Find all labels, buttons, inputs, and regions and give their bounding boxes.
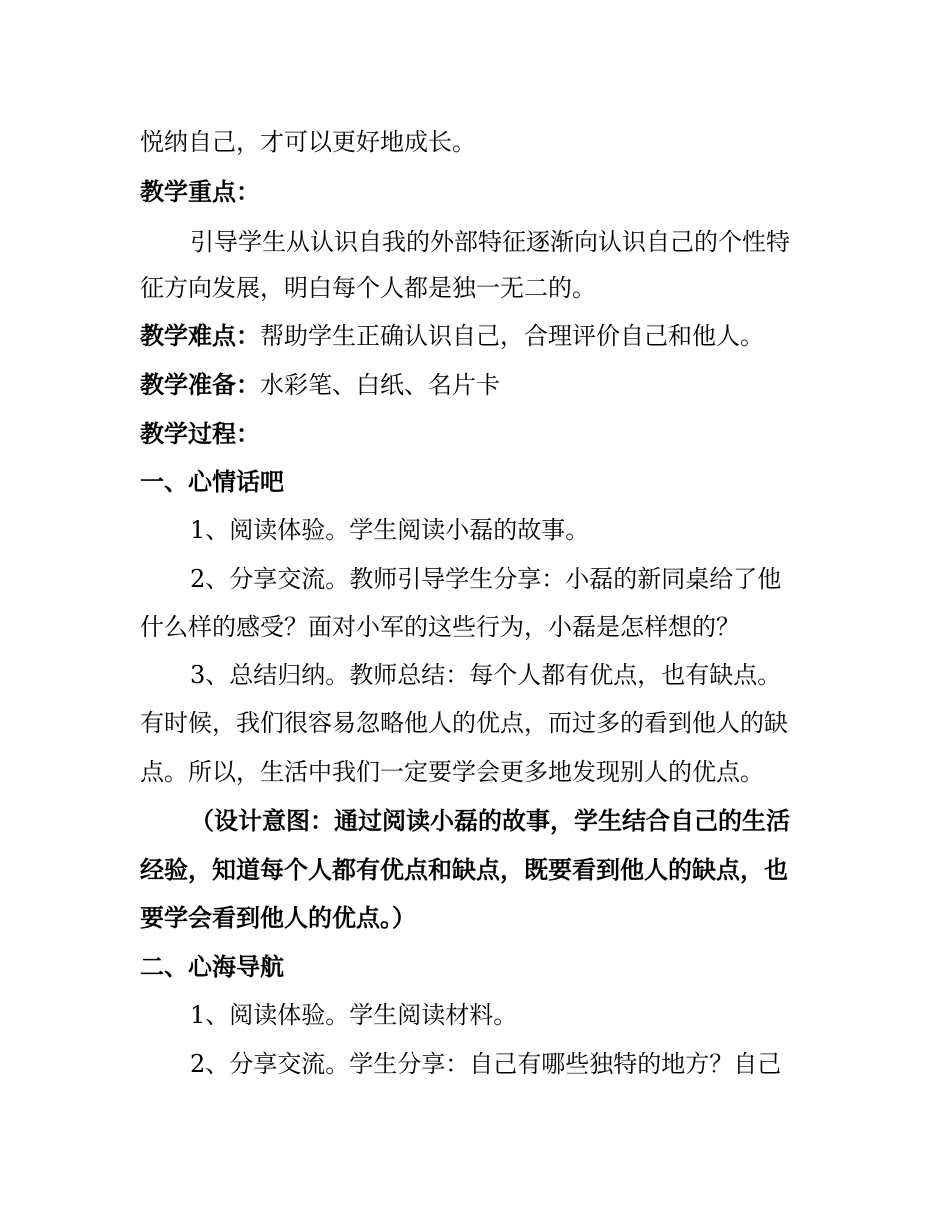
design-intent-line: （设计意图：通过阅读小磊的故事，学生结合自己的生活 (190, 807, 790, 835)
teaching-prep-line (140, 370, 820, 400)
paragraph-line: 悦纳自己，才可以更好地成长。 (140, 128, 476, 156)
teaching-prep-text: 水彩笔、白纸、名片卡 (260, 371, 500, 399)
paragraph-line: 什么样的感受？面对小军的这些行为，小磊是怎样想的？ (140, 613, 740, 641)
design-intent-line: 要学会看到他人的优点。） (140, 904, 416, 932)
paragraph-line: 1、阅读体验。学生阅读小磊的故事。 (190, 516, 590, 544)
paragraph-line: 有时候，我们很容易忽略他人的优点，而过多的看到他人的缺 (140, 709, 788, 737)
paragraph-line: 3、总结归纳。教师总结：每个人都有优点，也有缺点。 (190, 661, 782, 689)
section-heading-1: 一、心情话吧 (140, 468, 284, 496)
section-heading-2: 二、心海导航 (140, 953, 284, 981)
design-intent-line: 经验，知道每个人都有优点和缺点，既要看到他人的缺点，也 (140, 856, 788, 884)
section-label-teaching-process: 教学过程： (140, 420, 260, 448)
paragraph-line: 引导学生从认识自我的外部特征逐渐向认识自己的个性特 (190, 228, 790, 256)
section-label-teaching-focus: 教学重点： (140, 178, 260, 206)
paragraph-line: 征方向发展，明白每个人都是独一无二的。 (140, 274, 596, 302)
teaching-difficulty-line (140, 321, 820, 351)
teaching-difficulty-text: 帮助学生正确认识自己，合理评价自己和他人。 (260, 322, 764, 350)
paragraph-line: 2、分享交流。教师引导学生分享：小磊的新同桌给了他 (190, 565, 782, 593)
paragraph-line: 2、分享交流。学生分享：自己有哪些独特的地方？自己 (190, 1050, 782, 1078)
paragraph-line: 1、阅读体验。学生阅读材料。 (190, 1001, 518, 1029)
paragraph-line: 点。所以，生活中我们一定要学会更多地发现别人的优点。 (140, 758, 764, 786)
section-label-teaching-prep: 教学准备： (140, 371, 260, 399)
section-label-teaching-difficulty: 教学难点： (140, 322, 260, 350)
